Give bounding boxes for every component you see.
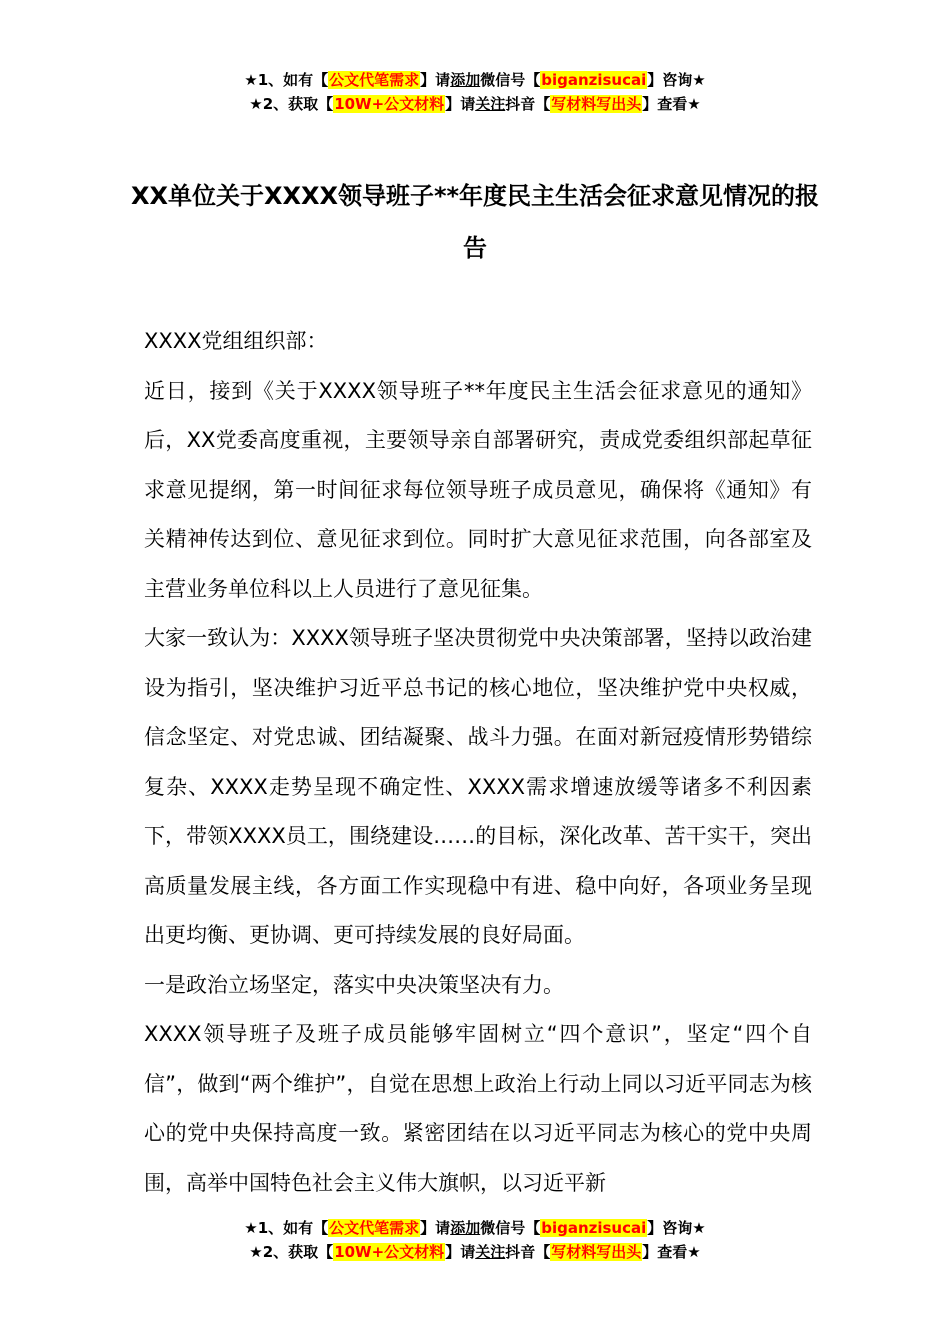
banner-text: 】请: [420, 71, 451, 89]
document-body: [144, 317, 812, 1208]
banner-text: 抖音【: [505, 1243, 551, 1261]
salutation: XXXX党组组织部：: [144, 329, 328, 353]
banner-highlight: biganzisucai: [541, 1219, 647, 1237]
banner-text: ★1、如有【: [244, 1219, 329, 1237]
bottom-ad-banner: [0, 1216, 950, 1264]
banner-emphasis: 添加: [450, 71, 481, 89]
banner-text: 微信号【: [480, 71, 541, 89]
paragraph: 大家一致认为：XXXX领导班子坚决贯彻党中央决策部署，坚持以政治建设为指引，坚决维护习近平总书记的核心地位，坚决维护党中央权威，信念坚定、对党忠诚、团结凝聚、战斗力强。在面对新冠疫情形势错综复杂、XXXX走势呈现不确定性、XXXX需求增速放缓等诸多不利因素下，带领XXXX员工，围绕建设……的目标，深化改革、苦干实干，突出高质量发展主线，各方面工作实现稳中有进、稳中向好，各项业务呈现出更均衡、更协调、更可持续发展的良好局面。: [144, 626, 812, 947]
banner-text: ★1、如有【: [244, 71, 329, 89]
top-ad-banner: [0, 68, 950, 116]
banner-text: 】咨询★: [647, 1219, 706, 1237]
banner-highlight: biganzisucai: [541, 71, 647, 89]
banner-emphasis: 添加: [450, 1219, 481, 1237]
banner-text: 】咨询★: [647, 71, 706, 89]
banner-line-2: [0, 92, 950, 116]
paragraph: 近日，接到《关于XXXX领导班子**年度民主生活会征求意见的通知》后，XX党委高度重视，主要领导亲自部署研究，责成党委组织部起草征求意见提纲，第一时间征求每位领导班子成员意见，确保将《通知》有关精神传达到位、意见征求到位。同时扩大意见征求范围，向各部室及主营业务单位科以上人员进行了意见征集。: [144, 378, 812, 601]
banner-text: 微信号【: [480, 1219, 541, 1237]
paragraph: XXXX领导班子及班子成员能够牢固树立“四个意识”，坚定“四个自信”，做到“两个维护”，自觉在思想上政治上行动上同以习近平同志为核心的党中央保持高度一致。紧密团结在以习近平同志为核心的党中央周围，高举中国特色社会主义伟大旗帜，以习近平新: [144, 1022, 812, 1195]
banner-highlight: 10W+公文材料: [334, 95, 445, 113]
banner-line-1: [0, 1216, 950, 1240]
banner-highlight: 公文代笔需求: [329, 1219, 420, 1237]
banner-emphasis: 关注: [475, 95, 506, 113]
banner-text: 抖音【: [505, 95, 551, 113]
banner-highlight: 公文代笔需求: [329, 71, 420, 89]
document-title: XX单位关于XXXX领导班子**年度民主生活会征求意见情况的报告: [130, 182, 820, 262]
banner-text: ★2、获取【: [249, 1243, 334, 1261]
banner-line-2: [0, 1240, 950, 1264]
banner-line-1: [0, 68, 950, 92]
banner-highlight: 写材料写出头: [551, 95, 642, 113]
banner-emphasis: 关注: [475, 1243, 506, 1261]
banner-highlight: 10W+公文材料: [334, 1243, 445, 1261]
banner-text: 】请: [420, 1219, 451, 1237]
banner-text: 】查看★: [642, 95, 701, 113]
banner-highlight: 写材料写出头: [551, 1243, 642, 1261]
banner-text: 】查看★: [642, 1243, 701, 1261]
paragraph: 一是政治立场坚定，落实中央决策坚决有力。: [144, 972, 564, 997]
banner-text: 】请: [445, 1243, 476, 1261]
banner-text: ★2、获取【: [249, 95, 334, 113]
banner-text: 】请: [445, 95, 476, 113]
